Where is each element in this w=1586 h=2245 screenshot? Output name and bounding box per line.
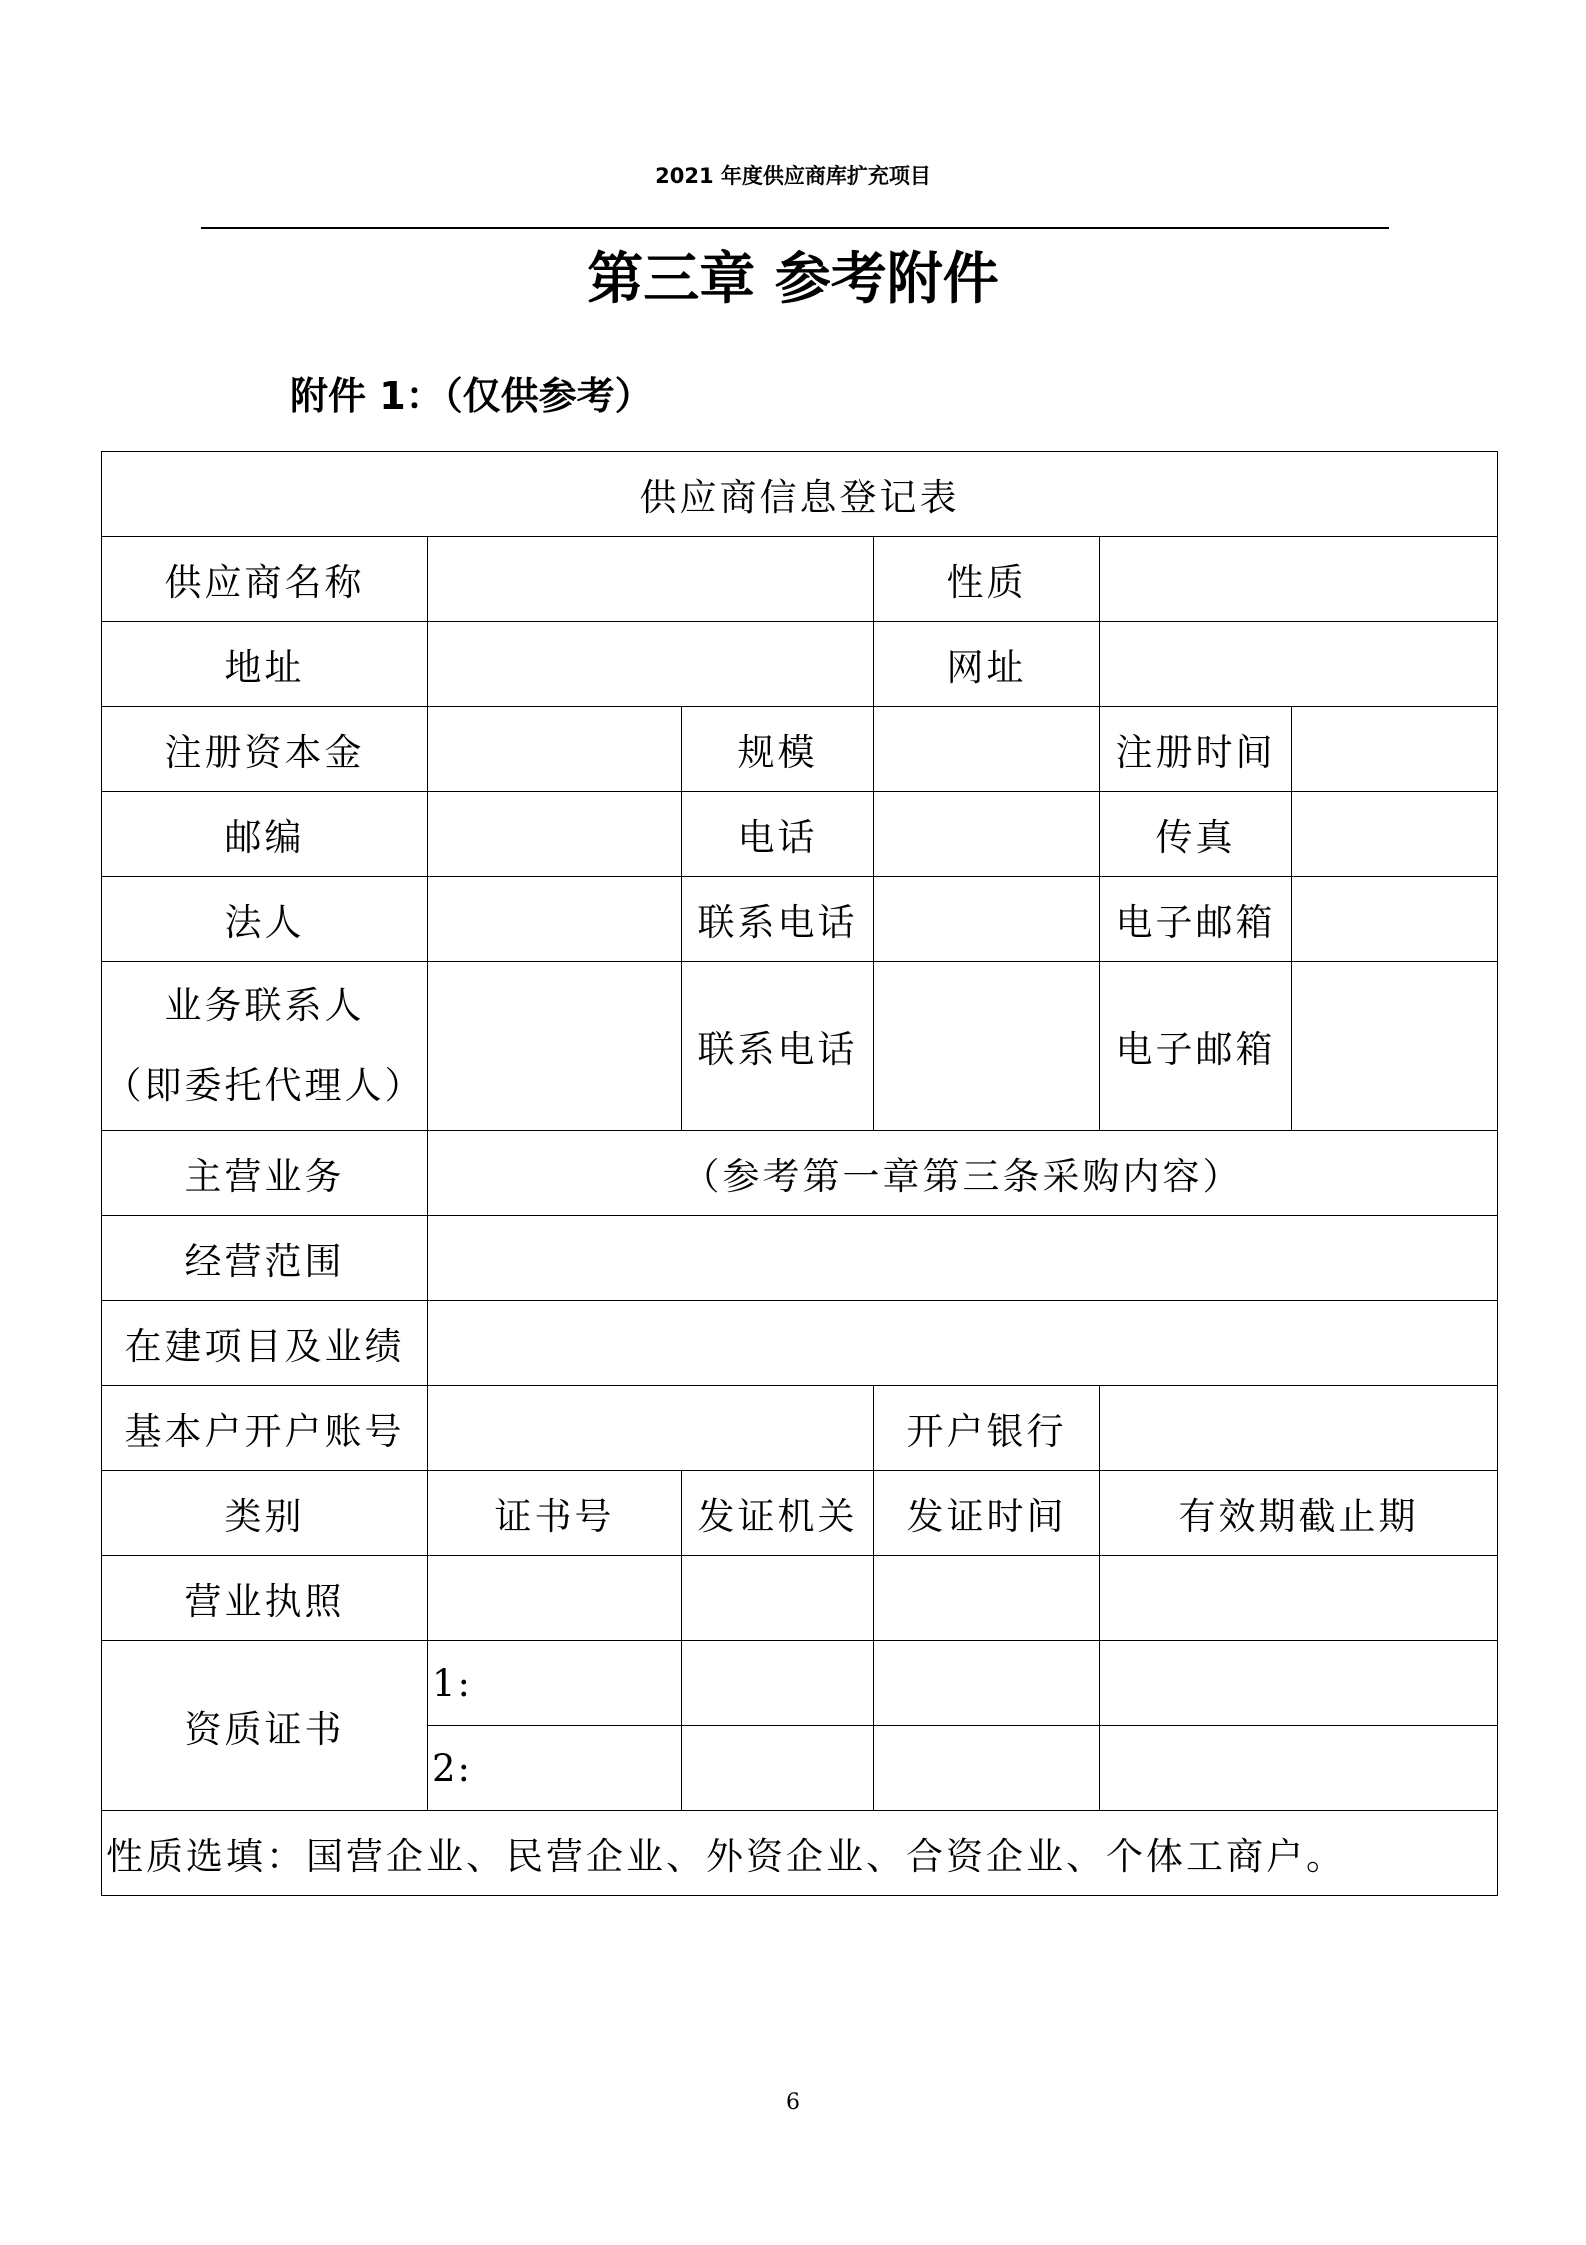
header-rule xyxy=(201,227,1389,229)
attachment-label: 附件 1：（仅供参考） xyxy=(290,374,653,418)
projects-field[interactable] xyxy=(428,1301,1498,1386)
business-scope-field[interactable] xyxy=(428,1216,1498,1301)
table-row xyxy=(102,1386,1498,1471)
scale-field[interactable] xyxy=(874,707,1100,792)
registration-time-field[interactable] xyxy=(1292,707,1498,792)
account-no-label: 基本户开户账号 xyxy=(102,1386,428,1471)
website-label: 网址 xyxy=(874,622,1100,707)
bank-label: 开户银行 xyxy=(874,1386,1100,1471)
qualification-1-cert-no-field[interactable]: 1: xyxy=(428,1641,682,1726)
registered-capital-label: 注册资本金 xyxy=(102,707,428,792)
issuer-header: 发证机关 xyxy=(682,1471,874,1556)
issue-time-header: 发证时间 xyxy=(874,1471,1100,1556)
bank-field[interactable] xyxy=(1100,1386,1498,1471)
main-business-label: 主营业务 xyxy=(102,1131,428,1216)
license-issue-time-field[interactable] xyxy=(874,1556,1100,1641)
qualification-1-issuer-field[interactable] xyxy=(682,1641,874,1726)
supplier-name-field[interactable] xyxy=(428,537,874,622)
legal-person-field[interactable] xyxy=(428,877,682,962)
nature-label: 性质 xyxy=(874,537,1100,622)
page-number: 6 xyxy=(786,2090,800,2115)
table-row xyxy=(102,962,1498,1131)
table-row xyxy=(102,537,1498,622)
postcode-field[interactable] xyxy=(428,792,682,877)
table-title: 供应商信息登记表 xyxy=(102,452,1498,537)
table-row xyxy=(102,707,1498,792)
table-row xyxy=(102,1556,1498,1641)
expiry-header: 有效期截止期 xyxy=(1100,1471,1498,1556)
business-contact-line2: （即委托代理人） xyxy=(104,1064,425,1107)
account-no-field[interactable] xyxy=(428,1386,874,1471)
table-row xyxy=(102,452,1498,537)
table-row xyxy=(102,622,1498,707)
running-header: 2021 年度供应商库扩充项目 xyxy=(655,164,931,188)
phone-label: 电话 xyxy=(682,792,874,877)
legal-email-label: 电子邮箱 xyxy=(1100,877,1292,962)
table-row xyxy=(102,1811,1498,1896)
legal-contact-phone-label: 联系电话 xyxy=(682,877,874,962)
table-row xyxy=(102,1131,1498,1216)
registration-time-label: 注册时间 xyxy=(1100,707,1292,792)
legal-contact-phone-field[interactable] xyxy=(874,877,1100,962)
website-field[interactable] xyxy=(1100,622,1498,707)
postcode-label: 邮编 xyxy=(102,792,428,877)
qualification-1-expiry-field[interactable] xyxy=(1100,1641,1498,1726)
business-license-label: 营业执照 xyxy=(102,1556,428,1641)
license-expiry-field[interactable] xyxy=(1100,1556,1498,1641)
qualification-2-expiry-field[interactable] xyxy=(1100,1726,1498,1811)
nature-note: 性质选填：国营企业、民营企业、外资企业、合资企业、个体工商户。 xyxy=(102,1811,1498,1896)
table-row xyxy=(102,1641,1498,1726)
nature-field[interactable] xyxy=(1100,537,1498,622)
contact-email-field[interactable] xyxy=(1292,962,1498,1131)
supplier-name-label: 供应商名称 xyxy=(102,537,428,622)
cert-no-header: 证书号 xyxy=(428,1471,682,1556)
contact-phone-field[interactable] xyxy=(874,962,1100,1131)
business-contact-field[interactable] xyxy=(428,962,682,1131)
business-contact-label xyxy=(102,962,428,1131)
qualification-2-issue-time-field[interactable] xyxy=(874,1726,1100,1811)
contact-phone-label: 联系电话 xyxy=(682,962,874,1131)
fax-label: 传真 xyxy=(1100,792,1292,877)
license-cert-no-field[interactable] xyxy=(428,1556,682,1641)
qualification-1-issue-time-field[interactable] xyxy=(874,1641,1100,1726)
address-label: 地址 xyxy=(102,622,428,707)
address-field[interactable] xyxy=(428,622,874,707)
business-contact-line1: 业务联系人 xyxy=(164,984,365,1027)
table-row xyxy=(102,1301,1498,1386)
qualification-2-cert-no-field[interactable]: 2: xyxy=(428,1726,682,1811)
legal-person-label: 法人 xyxy=(102,877,428,962)
scale-label: 规模 xyxy=(682,707,874,792)
category-header: 类别 xyxy=(102,1471,428,1556)
main-business-field[interactable]: （参考第一章第三条采购内容） xyxy=(428,1131,1498,1216)
qualification-2-issuer-field[interactable] xyxy=(682,1726,874,1811)
business-scope-label: 经营范围 xyxy=(102,1216,428,1301)
table-row xyxy=(102,877,1498,962)
registered-capital-field[interactable] xyxy=(428,707,682,792)
table-row xyxy=(102,792,1498,877)
legal-email-field[interactable] xyxy=(1292,877,1498,962)
qualification-label: 资质证书 xyxy=(102,1641,428,1811)
projects-label: 在建项目及业绩 xyxy=(102,1301,428,1386)
table-row xyxy=(102,1471,1498,1556)
chapter-title: 第三章 参考附件 xyxy=(587,246,999,312)
supplier-registration-table xyxy=(101,451,1498,1896)
contact-email-label: 电子邮箱 xyxy=(1100,962,1292,1131)
table-row xyxy=(102,1216,1498,1301)
license-issuer-field[interactable] xyxy=(682,1556,874,1641)
phone-field[interactable] xyxy=(874,792,1100,877)
fax-field[interactable] xyxy=(1292,792,1498,877)
